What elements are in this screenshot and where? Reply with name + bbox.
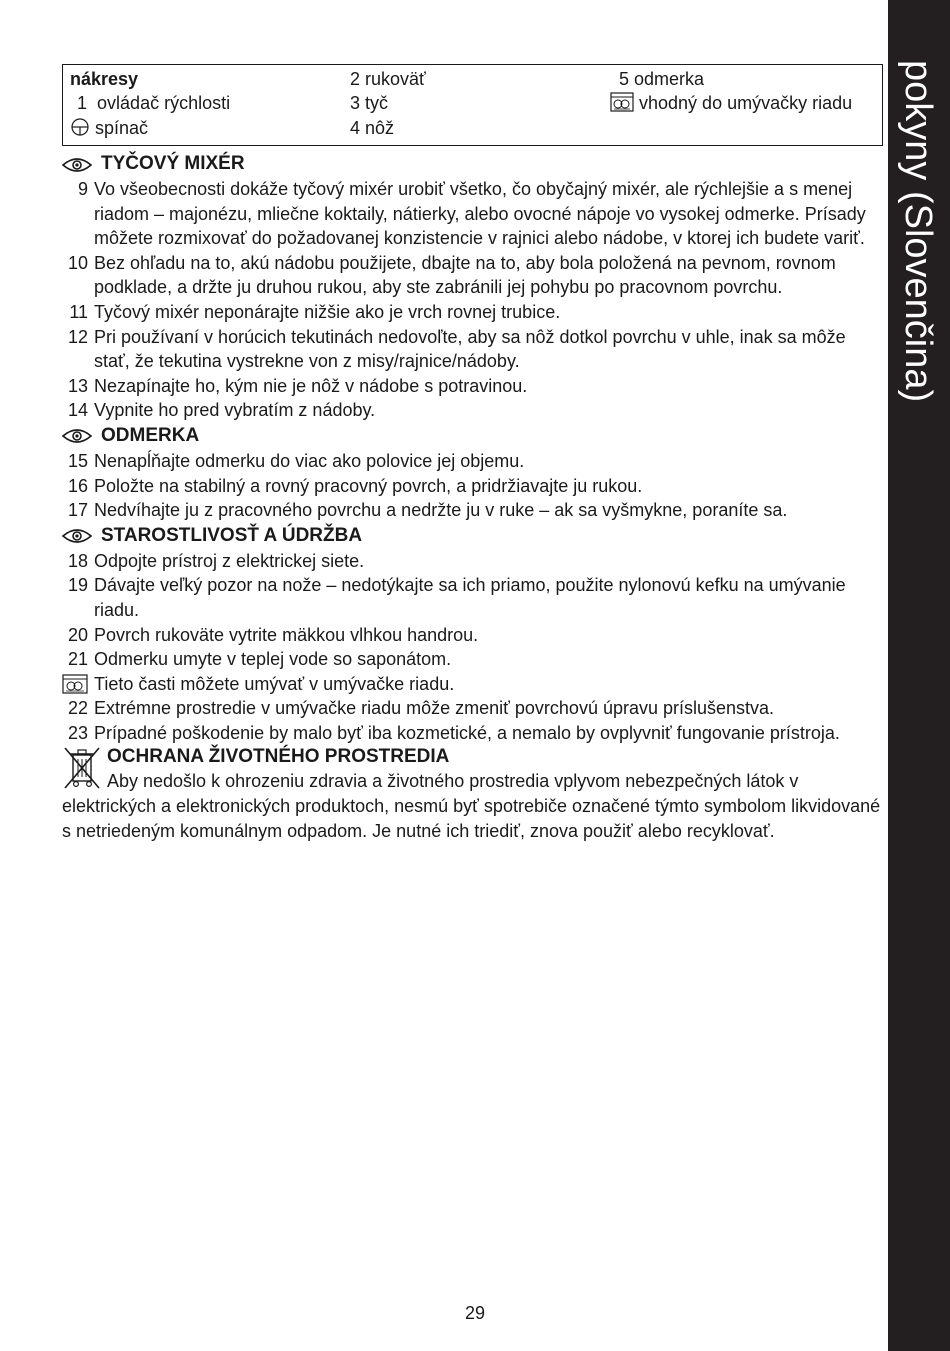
item-text: Odpojte prístroj z elektrickej siete. (94, 550, 365, 571)
dishwasher-note: Tieto časti môžete umývať v umývačke riadu. (62, 672, 884, 697)
item-number: 13 (67, 375, 88, 396)
list-item (62, 398, 884, 423)
item-number: 10 (67, 252, 88, 273)
list-item (62, 721, 884, 746)
legend-item-handle: 2 rukoväť (350, 69, 426, 89)
legend-item-blade: 4 nôž (350, 118, 395, 138)
dishwasher-icon (62, 674, 88, 694)
item-number: 22 (67, 698, 88, 719)
environment-text: Aby nedošlo k ohrozeniu zdravia a životného prostredia vplyvom nebezpečných látok v elektrických a elektronických produktoch, nesmú byť spotrebiče označené týmto symbolom likvidované s netriedeným komunálnym odpadom. Je nutné ich triediť, znova použiť alebo recyklovať. (62, 771, 881, 841)
list-item (62, 647, 884, 672)
item-number: 21 (67, 649, 88, 670)
page-number: 29 (464, 1303, 486, 1323)
item-number: 15 (67, 450, 88, 471)
item-text: Dávajte veľký pozor na nože – nedotýkajte sa ich priamo, použite nylonovú kefku na umývanie riadu. (94, 575, 846, 620)
item-text: Prípadné poškodenie by malo byť iba kozmetické, a nemalo by ovplyvniť fungovanie prístroja. (94, 722, 840, 743)
list-item (62, 623, 884, 648)
legend-item-dishwasher-safe: vhodný do umývačky riadu (610, 91, 852, 115)
item-number: 20 (67, 624, 88, 645)
item-number: 19 (67, 575, 88, 596)
legend-item-beaker: 5 odmerka (619, 69, 705, 89)
diagram-title: nákresy (70, 69, 139, 89)
list-item (62, 573, 884, 622)
item-text: Extrémne prostredie v umývačke riadu môže zmeniť povrchovú úpravu príslušenstva. (94, 698, 775, 719)
section-heading-environment: OCHRANA ŽIVOTNÉHO PROSTREDIA (107, 746, 450, 768)
list-item (62, 696, 884, 721)
item-text: Povrch rukoväte vytrite mäkkou vlhkou handrou. (94, 624, 479, 645)
section-heading-blender: TYČOVÝ MIXÉR (62, 152, 884, 177)
beaker-items-list (62, 449, 884, 523)
care-items-after-list (62, 696, 884, 745)
list-item (62, 549, 884, 574)
legend-item-switch: spínač (70, 116, 148, 140)
item-text: Tyčový mixér neponárajte nižšie ako je vrch rovnej trubice. (94, 301, 561, 322)
legend-item-shaft: 3 tyč (350, 93, 389, 113)
diagram-legend-box (62, 64, 883, 146)
item-text: Bez ohľadu na to, akú nádobu použijete, dbajte na to, aby bola položená na pevnom, rovnom podklade, a držte ju druhou rukou, aby ste zabránili jej pohybu po pracovnom povrchu. (94, 252, 836, 298)
eye-icon (62, 528, 92, 544)
list-item (62, 449, 884, 474)
list-item (62, 300, 884, 325)
side-tab (888, 0, 950, 1351)
item-number: 16 (67, 475, 88, 496)
legend-item-speed-control: 1 ovládač rýchlosti (77, 93, 231, 113)
side-tab-label: pokyny (Slovenčina) (897, 60, 939, 403)
blender-items-list (62, 177, 884, 423)
list-item (62, 374, 884, 399)
item-text: Vypnite ho pred vybratím z nádoby. (94, 400, 376, 421)
section-heading-care: STAROSTLIVOSŤ A ÚDRŽBA (62, 524, 884, 549)
item-text: Pri používaní v horúcich tekutinách nedovoľte, aby sa nôž dotkol povrchu v uhle, inak sa môže stať, že tekutina vystrekne von z misy/rajnice/nádoby. (94, 326, 846, 372)
instructions-content (62, 151, 884, 843)
item-text: Nenapĺňajte odmerku do viac ako polovice jej objemu. (94, 450, 525, 471)
eye-icon (62, 428, 92, 444)
power-switch-icon (70, 117, 90, 137)
item-number: 17 (67, 500, 88, 521)
item-number: 14 (67, 400, 88, 421)
list-item (62, 474, 884, 499)
crossed-bin-icon (62, 745, 102, 789)
item-text: Vo všeobecnosti dokáže tyčový mixér urobiť všetko, čo obyčajný mixér, ale rýchlejšie a s menej riadom – majonézu, mliečne koktaily, nátierky, alebo ovocné nápoje vo vysokej odmerke. Prísady môžete rozmixovať do požadovanej konzistencie v rajnici alebo nádobe, v ktorej ich budete variť. (94, 179, 866, 249)
dishwasher-icon (610, 92, 634, 112)
item-number: 12 (67, 326, 88, 347)
list-item (62, 325, 884, 374)
section-heading-beaker: ODMERKA (62, 424, 884, 449)
item-text: Nedvíhajte ju z pracovného povrchu a nedržte ju v ruke – ak sa vyšmykne, poraníte sa. (94, 500, 788, 521)
eye-icon (62, 157, 92, 173)
list-item (62, 498, 884, 523)
item-number: 18 (67, 550, 88, 571)
list-item (62, 177, 884, 251)
item-text: Položte na stabilný a rovný pracovný povrch, a pridržiavajte ju rukou. (94, 475, 643, 496)
item-number: 23 (67, 722, 88, 743)
item-text: Odmerku umyte v teplej vode so saponátom. (94, 649, 452, 670)
item-text: Nezapínajte ho, kým nie je nôž v nádobe s potravinou. (94, 375, 528, 396)
item-number: 9 (77, 179, 88, 199)
item-number: 11 (69, 301, 88, 322)
list-item (62, 251, 884, 300)
care-items-list (62, 549, 884, 672)
